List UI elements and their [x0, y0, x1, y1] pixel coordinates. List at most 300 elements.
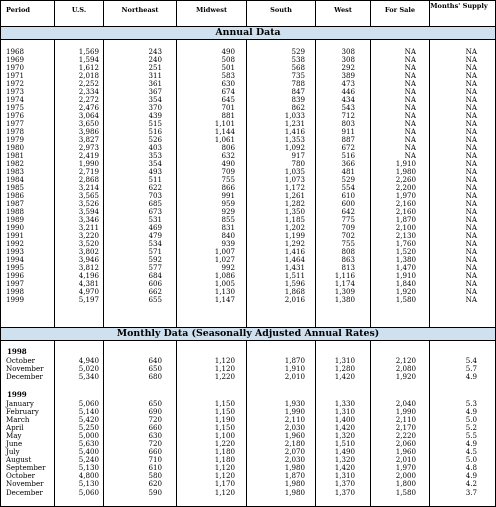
table-cell: 1,960 [284, 431, 305, 441]
table-cell: NA [404, 127, 416, 136]
table-cell: 1,511 [284, 271, 305, 280]
monthly-1999-for-sale-column [371, 400, 416, 497]
table-cell: 1,910 [395, 159, 416, 168]
table-cell: 501 [221, 63, 235, 72]
table-cell: 660 [148, 423, 162, 433]
table-cell: NA [465, 111, 477, 120]
table-cell: 1,840 [395, 279, 416, 288]
header-us: U.S. [71, 6, 87, 14]
table-cell: 1,612 [78, 63, 99, 72]
table-cell: 251 [148, 63, 162, 72]
table-cell: 3,594 [78, 207, 99, 216]
monthly-1999-us-column [55, 400, 99, 497]
table-cell: NA [404, 79, 416, 88]
table-cell: 650 [148, 364, 162, 373]
table-cell: 5.3 [465, 399, 477, 408]
table-cell: 3,064 [78, 111, 99, 120]
table-cell: 3,220 [78, 231, 99, 240]
table-cell: NA [465, 191, 477, 200]
table-cell: 622 [148, 183, 162, 192]
table-cell: January [6, 399, 34, 408]
table-cell: 361 [148, 79, 162, 88]
header-northeast: Northeast [121, 6, 159, 14]
table-cell: 1,220 [214, 372, 235, 381]
table-cell: 1,147 [214, 295, 235, 304]
table-cell: 4.9 [465, 439, 477, 449]
table-cell: 568 [291, 63, 305, 72]
table-cell: 2,868 [78, 175, 99, 184]
table-cell: 5.7 [465, 364, 477, 373]
table-cell: 577 [148, 263, 162, 272]
table-cell: 1,199 [284, 231, 305, 240]
table-cell: NA [465, 119, 477, 128]
table-cell: 583 [221, 71, 235, 80]
table-cell: 1989 [6, 215, 25, 224]
table-cell: 1,086 [214, 271, 235, 280]
table-cell: 862 [291, 103, 305, 112]
table-cell: 4.9 [465, 407, 477, 417]
table-cell: 1,292 [284, 239, 305, 248]
table-cell: 1,920 [395, 372, 416, 381]
table-cell: 720 [148, 415, 162, 425]
table-cell: 5,400 [78, 447, 99, 457]
header-south: South [270, 6, 292, 14]
table-cell: 439 [148, 111, 162, 120]
annual-data-banner: Annual Data [1, 26, 495, 40]
annual-us-column [55, 48, 99, 304]
table-cell: 2,060 [395, 439, 416, 449]
table-cell: 511 [148, 175, 162, 184]
table-cell: 1,180 [214, 447, 235, 457]
table-cell: 543 [341, 103, 355, 112]
table-cell: 1984 [6, 175, 25, 184]
table-cell: NA [465, 175, 477, 184]
table-cell: 529 [341, 175, 355, 184]
table-cell: 1,035 [284, 167, 305, 176]
table-cell: 354 [148, 159, 162, 168]
table-cell: 1975 [6, 103, 25, 112]
table-cell: 3,650 [78, 119, 99, 128]
table-cell: 1,490 [334, 447, 355, 457]
table-cell: 831 [221, 223, 235, 232]
table-cell: 655 [148, 295, 162, 304]
table-cell: 887 [341, 135, 355, 144]
table-cell: 1,061 [214, 135, 235, 144]
table-cell: 2,110 [395, 415, 416, 425]
table-cell: 554 [341, 183, 355, 192]
table-cell: 446 [341, 87, 355, 96]
table-cell: 1,170 [214, 479, 235, 489]
table-cell: 308 [341, 47, 355, 56]
table-cell: 1,470 [395, 263, 416, 272]
table-cell: 632 [221, 151, 235, 160]
table-cell: 5,060 [78, 487, 99, 497]
table-cell: 1,400 [334, 415, 355, 425]
table-cell: 660 [148, 447, 162, 457]
table-cell: 1996 [6, 271, 25, 280]
table-cell: 1,231 [284, 119, 305, 128]
table-cell: 5,250 [78, 423, 99, 433]
table-cell: 1993 [6, 247, 25, 256]
table-cell: 2,010 [395, 455, 416, 465]
table-cell: 600 [341, 199, 355, 208]
monthly-1998-us-column [55, 357, 99, 381]
table-cell: 1,120 [214, 356, 235, 365]
table-cell: 1972 [6, 79, 25, 88]
table-cell: 5.2 [465, 423, 477, 433]
table-cell: 529 [291, 47, 305, 56]
table-cell: 672 [341, 143, 355, 152]
table-cell: 630 [148, 431, 162, 441]
table-cell: 806 [221, 143, 235, 152]
table-cell: 1977 [6, 119, 25, 128]
table-cell: 2,110 [284, 415, 305, 425]
table-cell: 1997 [6, 279, 25, 288]
table-cell: 1971 [6, 71, 25, 80]
table-cell: 2,000 [395, 471, 416, 481]
table-cell: 709 [221, 167, 235, 176]
table-cell: 1,380 [334, 295, 355, 304]
table-cell: 1,596 [284, 279, 305, 288]
header-months-supply: Months' Supply [430, 2, 488, 10]
table-cell: 5,000 [78, 431, 99, 441]
table-cell: 5,140 [78, 407, 99, 417]
monthly-1998-for-sale-column [371, 357, 416, 381]
table-cell: 1,370 [334, 487, 355, 497]
table-cell: August [6, 455, 32, 465]
table-cell: 1,180 [214, 455, 235, 465]
table-cell: NA [465, 127, 477, 136]
table-cell: NA [465, 63, 477, 72]
table-cell: 2,973 [78, 143, 99, 152]
table-cell: NA [465, 47, 477, 56]
table-cell: 1,100 [214, 431, 235, 441]
table-cell: March [6, 415, 30, 425]
table-cell: 684 [148, 271, 162, 280]
table-cell: 642 [341, 207, 355, 216]
table-cell: 650 [148, 399, 162, 408]
table-cell: 992 [221, 263, 235, 272]
table-cell: 516 [148, 127, 162, 136]
table-cell: 1994 [6, 255, 25, 264]
table-cell: 4,381 [78, 279, 99, 288]
table-cell: 1,416 [284, 127, 305, 136]
table-cell: 2,016 [284, 295, 305, 304]
table-cell: 1,980 [284, 487, 305, 497]
table-cell: NA [404, 151, 416, 160]
table-cell: 839 [291, 95, 305, 104]
table-cell: 1976 [6, 111, 25, 120]
table-cell: 1,800 [395, 479, 416, 489]
table-cell: 2,419 [78, 151, 99, 160]
table-cell: 1,970 [395, 463, 416, 473]
table-cell: 580 [148, 471, 162, 481]
table-cell: 2,160 [395, 207, 416, 216]
table-cell: NA [465, 263, 477, 272]
table-cell: 3.7 [465, 487, 477, 497]
header-period: Period [6, 6, 30, 14]
table-cell: 5,130 [78, 463, 99, 473]
table-cell: 917 [291, 151, 305, 160]
table-cell: 2,130 [395, 231, 416, 240]
table-cell: 1,172 [284, 183, 305, 192]
table-cell: July [6, 447, 20, 457]
table-cell: NA [465, 223, 477, 232]
table-cell: 1,431 [284, 263, 305, 272]
table-cell: 1,868 [284, 287, 305, 296]
table-cell: 701 [221, 103, 235, 112]
table-cell: 1,101 [214, 119, 235, 128]
table-cell: NA [465, 103, 477, 112]
table-cell: 5,340 [78, 372, 99, 381]
table-cell: 1,310 [334, 471, 355, 481]
table-cell: 1,027 [214, 255, 235, 264]
table-cell: October [6, 471, 36, 481]
table-cell: 4.8 [465, 463, 477, 473]
table-cell: 4,196 [78, 271, 99, 280]
table-cell: 803 [341, 119, 355, 128]
table-cell: 490 [221, 47, 235, 56]
table-cell: 1,261 [284, 191, 305, 200]
table-cell: June [6, 439, 23, 449]
monthly-1998-northeast-column [104, 357, 162, 381]
header-for-sale: For Sale [384, 6, 416, 14]
table-cell: 1973 [6, 87, 25, 96]
table-cell: 2,018 [78, 71, 99, 80]
table-cell: 1,320 [334, 455, 355, 465]
table-cell: April [6, 423, 24, 433]
table-cell: 3,526 [78, 199, 99, 208]
table-cell: 4,800 [78, 471, 99, 481]
table-cell: 709 [341, 223, 355, 232]
table-cell: NA [465, 167, 477, 176]
table-cell: 2,272 [78, 95, 99, 104]
table-cell: 1,510 [334, 439, 355, 449]
table-cell: 1,990 [395, 407, 416, 417]
table-cell: 712 [341, 111, 355, 120]
table-cell: 1,980 [284, 463, 305, 473]
table-cell: 1981 [6, 151, 25, 160]
monthly-1999-midwest-column [177, 400, 235, 497]
table-cell: 1,980 [284, 479, 305, 489]
table-cell: 1992 [6, 239, 25, 248]
table-cell: 911 [341, 127, 355, 136]
table-cell: 2,040 [395, 399, 416, 408]
table-cell: 1,990 [284, 407, 305, 417]
table-cell: 5,420 [78, 415, 99, 425]
table-cell: NA [465, 279, 477, 288]
table-cell: 516 [341, 151, 355, 160]
table-cell: 2,100 [395, 223, 416, 232]
table-cell: 571 [148, 247, 162, 256]
table-cell: 508 [221, 55, 235, 64]
table-cell: 2,030 [284, 455, 305, 465]
table-cell: 473 [341, 79, 355, 88]
table-cell: NA [404, 47, 416, 56]
table-cell: February [6, 407, 39, 417]
table-cell: 1,202 [284, 223, 305, 232]
table-cell: 2,170 [395, 423, 416, 433]
table-cell: 592 [148, 255, 162, 264]
table-cell: 538 [291, 55, 305, 64]
table-cell: 1,120 [214, 364, 235, 373]
table-cell: 702 [341, 231, 355, 240]
table-cell: 780 [291, 159, 305, 168]
table-cell: October [6, 356, 36, 365]
table-header [1, 1, 495, 25]
table-cell: 1,416 [284, 247, 305, 256]
table-cell: 1987 [6, 199, 25, 208]
table-cell: 1,960 [395, 447, 416, 457]
table-cell: 1970 [6, 63, 25, 72]
table-cell: 243 [148, 47, 162, 56]
table-cell: 490 [221, 159, 235, 168]
table-cell: 434 [341, 95, 355, 104]
table-cell: 1,580 [395, 295, 416, 304]
table-cell: 1,420 [334, 463, 355, 473]
table-cell: 1,464 [284, 255, 305, 264]
table-cell: 1,282 [284, 199, 305, 208]
table-cell: 5,060 [78, 399, 99, 408]
table-cell: 720 [148, 439, 162, 449]
table-cell: 1,569 [78, 47, 99, 56]
table-cell: 1,005 [214, 279, 235, 288]
table-cell: 5.0 [465, 415, 477, 425]
annual-months-supply-column [430, 48, 477, 304]
table-cell: 1,350 [284, 207, 305, 216]
table-cell: 2,120 [395, 356, 416, 365]
table-cell: 515 [148, 119, 162, 128]
table-cell: 3,812 [78, 263, 99, 272]
table-cell: 1999 [6, 295, 25, 304]
monthly-1999-period-column [6, 400, 52, 497]
table-cell: 645 [221, 95, 235, 104]
table-cell: 674 [221, 87, 235, 96]
table-cell: NA [465, 135, 477, 144]
table-cell: 866 [221, 183, 235, 192]
table-cell: 3,946 [78, 255, 99, 264]
table-cell: 1,116 [334, 271, 355, 280]
table-cell: NA [465, 271, 477, 280]
table-cell: 690 [148, 407, 162, 417]
table-cell: 367 [148, 87, 162, 96]
table-cell: 1,220 [214, 439, 235, 449]
table-cell: NA [404, 111, 416, 120]
table-cell: 939 [221, 239, 235, 248]
table-cell: 1,330 [334, 399, 355, 408]
table-cell: 366 [341, 159, 355, 168]
table-cell: 590 [148, 487, 162, 497]
table-cell: NA [465, 183, 477, 192]
table-cell: 1990 [6, 223, 25, 232]
table-cell: 308 [341, 55, 355, 64]
table-cell: 4.9 [465, 471, 477, 481]
table-cell: 1,970 [395, 191, 416, 200]
annual-south-column [247, 48, 305, 304]
table-cell: 1982 [6, 159, 25, 168]
table-cell: 493 [148, 167, 162, 176]
table-cell: 1,130 [214, 287, 235, 296]
table-cell: NA [404, 55, 416, 64]
table-cell: 1,420 [334, 423, 355, 433]
table-cell: 3,565 [78, 191, 99, 200]
table-cell: 2,220 [395, 431, 416, 441]
table-cell: 1,310 [334, 356, 355, 365]
table-cell: 610 [341, 191, 355, 200]
table-cell: 680 [148, 372, 162, 381]
table-cell: 2,180 [284, 439, 305, 449]
table-cell: December [6, 372, 43, 381]
table-cell: NA [465, 231, 477, 240]
table-cell: 4,940 [78, 356, 99, 365]
table-cell: 1985 [6, 183, 25, 192]
table-cell: 1,920 [395, 287, 416, 296]
monthly-1999-south-column [247, 400, 305, 497]
table-cell: NA [465, 199, 477, 208]
table-cell: November [6, 479, 44, 489]
table-cell: 5,130 [78, 479, 99, 489]
table-cell: 1986 [6, 191, 25, 200]
table-cell: 1979 [6, 135, 25, 144]
table-cell: 1,930 [284, 399, 305, 408]
table-cell: NA [465, 255, 477, 264]
year-label-1999: 1999 [7, 390, 27, 399]
monthly-1998-midwest-column [177, 357, 235, 381]
table-cell: NA [404, 103, 416, 112]
monthly-1998-months-supply-column [430, 357, 477, 381]
table-cell: 1,309 [334, 287, 355, 296]
table-cell: 389 [341, 71, 355, 80]
table-cell: 481 [341, 167, 355, 176]
table-cell: 1,092 [284, 143, 305, 152]
table-cell: 4.5 [465, 447, 477, 457]
table-cell: 1,910 [395, 271, 416, 280]
table-cell: 1,594 [78, 55, 99, 64]
table-cell: 4.2 [465, 479, 477, 489]
table-cell: 292 [341, 63, 355, 72]
table-cell: 2,160 [395, 199, 416, 208]
table-cell: 1,520 [395, 247, 416, 256]
table-cell: 370 [148, 103, 162, 112]
table-cell: 630 [221, 79, 235, 88]
table-cell: 2,260 [395, 175, 416, 184]
table-cell: NA [404, 143, 416, 152]
table-cell: 3,520 [78, 239, 99, 248]
table-cell: 1998 [6, 287, 25, 296]
table-cell: 847 [291, 87, 305, 96]
table-cell: 640 [148, 356, 162, 365]
table-cell: 1,870 [284, 471, 305, 481]
monthly-1998-south-column [247, 357, 305, 381]
table-cell: 5.5 [465, 431, 477, 441]
table-cell: NA [465, 143, 477, 152]
table-cell: NA [404, 71, 416, 80]
table-cell: NA [404, 63, 416, 72]
table-cell: 2,252 [78, 79, 99, 88]
table-cell: NA [465, 287, 477, 296]
header-west: West [334, 6, 352, 14]
table-cell: 3,346 [78, 215, 99, 224]
table-cell: 1,150 [214, 423, 235, 433]
table-cell: 1,760 [395, 239, 416, 248]
table-cell: 1,353 [284, 135, 305, 144]
table-cell: 1,073 [284, 175, 305, 184]
table-cell: 929 [221, 207, 235, 216]
table-cell: 1,980 [395, 167, 416, 176]
table-cell: 1980 [6, 143, 25, 152]
monthly-1998-period-column [6, 357, 52, 381]
table-cell: 1983 [6, 167, 25, 176]
